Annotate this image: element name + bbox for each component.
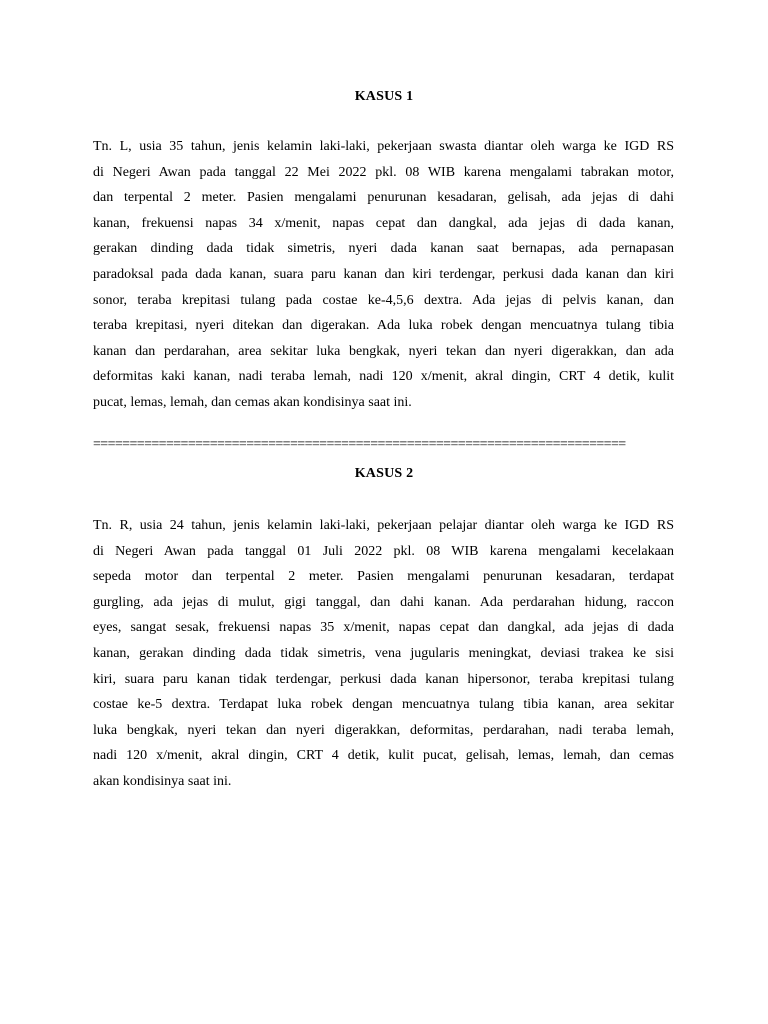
case-1-line: teraba krepitasi, nyeri ditekan dan digerakan. Ada luka robek dengan mencuatnya tulang tibia (93, 318, 674, 334)
case-2-line: Tn. R, usia 24 tahun, jenis kelamin laki-laki, pekerjaan pelajar diantar oleh warga ke IGD RS (93, 518, 674, 533)
case-2-line: kiri, suara paru kanan tidak terdengar, perkusi dada kanan hipersonor, teraba krepitasi tulang (93, 671, 674, 687)
case-1-title: KASUS 1 (354, 89, 414, 104)
case-2-line: kanan, gerakan dinding dada tidak simetris, vena jugularis meningkat, deviasi trakea ke sisi (93, 645, 674, 661)
case-2-line: costae ke-5 dextra. Terdapat luka robek dengan mencuatnya tulang tibia kanan, area sekitar (93, 697, 674, 713)
case-2-paragraph (93, 513, 674, 795)
case-1-line: pucat, lemas, lemah, dan cemas akan kondisinya saat ini. (93, 394, 412, 410)
case-2-title: KASUS 2 (354, 466, 414, 481)
case-1-line: dan terpental 2 meter. Pasien mengalami penurunan kesadaran, gelisah, ada jejas di dahi (93, 190, 674, 206)
case-1-paragraph (93, 134, 674, 416)
case-1-line: kanan dan perdarahan, area sekitar luka bengkak, nyeri tekan dan nyeri digerakkan, dan ada (93, 343, 674, 359)
case-2-line: akan kondisinya saat ini. (93, 773, 232, 789)
case-2-line: sepeda motor dan terpental 2 meter. Pasien mengalami penurunan kesadaran, terdapat (93, 569, 674, 585)
case-2-line: di Negeri Awan pada tanggal 01 Juli 2022 pkl. 08 WIB karena mengalami kecelakaan (93, 543, 674, 559)
section-separator: ========================================================================= (93, 437, 626, 452)
case-2-line: nadi 120 x/menit, akral dingin, CRT 4 detik, kulit pucat, gelisah, lemas, lemah, dan cemas (93, 748, 674, 764)
case-2-line: eyes, sangat sesak, frekuensi napas 35 x/menit, napas cepat dan dangkal, ada jejas di dada (93, 620, 674, 636)
case-1-line: di Negeri Awan pada tanggal 22 Mei 2022 pkl. 08 WIB karena mengalami tabrakan motor, (93, 164, 674, 180)
case-1-line: sonor, teraba krepitasi tulang pada costae ke-4,5,6 dextra. Ada jejas di pelvis kanan, dan (93, 292, 674, 308)
case-1-line: gerakan dinding dada tidak simetris, nyeri dada kanan saat bernapas, ada pernapasan (93, 241, 674, 257)
case-1-line: kanan, frekuensi napas 34 x/menit, napas cepat dan dangkal, ada jejas di dada kanan, (93, 215, 674, 231)
case-1-line: paradoksal pada dada kanan, suara paru kanan dan kiri terdengar, perkusi dada kanan dan kiri (93, 266, 674, 282)
case-2-line: luka bengkak, nyeri tekan dan nyeri digerakkan, deformitas, perdarahan, nadi teraba lemah, (93, 722, 674, 738)
case-1-line: deformitas kaki kanan, nadi teraba lemah, nadi 120 x/menit, akral dingin, CRT 4 detik, kulit (93, 369, 674, 385)
case-2-line: gurgling, ada jejas di mulut, gigi tanggal, dan dahi kanan. Ada perdarahan hidung, raccon (93, 594, 674, 610)
case-1-line: Tn. L, usia 35 tahun, jenis kelamin laki-laki, pekerjaan swasta diantar oleh warga ke IGD RS (93, 139, 674, 154)
